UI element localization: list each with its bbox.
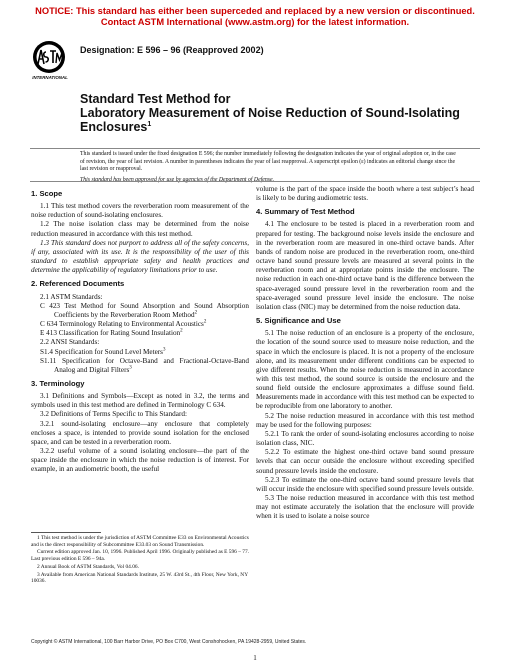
para-1-2: 1.2 The noise isolation class may be determined from the noise reduction measured in accordance with this test method. bbox=[31, 220, 249, 238]
footnote-3: 3 Available from American National Standards Institute, 25 W. 43rd St., 4th Floor, New York, NY 10036. bbox=[31, 571, 248, 585]
intro-rule-bottom bbox=[30, 181, 480, 182]
right-column bbox=[256, 185, 474, 521]
ref-s1-11: S1.11 Specification for Octave-Band and Fractional-Octave-Band Analog and Digital Filters$^3$ bbox=[40, 356, 249, 374]
title-line2: Laboratory Measurement of Noise Reduction of Sound-Isolating Enclosures bbox=[80, 106, 460, 134]
ref-e413: E 413 Classification for Rating Sound Insulation$^2$ bbox=[40, 328, 183, 338]
para-2-1: 2.1 ASTM Standards: bbox=[40, 292, 103, 301]
section-heading-scope: 1. Scope bbox=[31, 189, 63, 198]
section-heading-significance: 5. Significance and Use bbox=[256, 316, 341, 326]
ref-c634: C 634 Terminology Relating to Environmental Acoustics$^2$ bbox=[40, 319, 207, 329]
footnote-1-edition: Current edition approved Jan. 10, 1996. Published April 1996. Originally published as E 596 – 77. Last previous edition E 596 – 94a. bbox=[31, 549, 250, 563]
para-4-1: 4.1 The enclosure to be tested is placed in a reverberation room and prepared for testing. The background noise levels inside the enclosure and in the reverberation room are measured in one-third octave bands. After bands of random noise are produced in the reverberation room, one-third octave band sound pressure levels are measured at several points in the reverberation room and at appropriate points inside the enclosure. The noise reduction in each one-third octave band is the difference between the space-averaged sound pressure level in the reverberation room and the space-averaged sound pressure level inside the enclosure. The noise isolation class (NIC) may be determined from the noise reduction data. bbox=[256, 220, 474, 311]
para-3-1: 3.1 Definitions and Symbols—Except as noted in 3.2, the terms and symbols used in this test method are defined in Terminology C 634. bbox=[31, 392, 249, 410]
astm-logo bbox=[30, 40, 68, 84]
para-5-2-3: 5.2.3 To estimate the one-third octave band sound pressure levels that will occur inside the enclosure with specified sound pressure levels outside. bbox=[256, 475, 474, 493]
document-title bbox=[80, 92, 460, 134]
designation: Designation: E 596 – 96 (Reapproved 2002) bbox=[80, 45, 264, 55]
left-column bbox=[31, 185, 249, 475]
title-line1: Standard Test Method for bbox=[80, 92, 231, 106]
para-5-1: 5.1 The noise reduction of an enclosure is a property of the enclosure, the location of the sound source used to measure noise reduction, and the space in which the enclosure is placed. It is not a property of the enclosure alone, and its measurement under different conditions can be expected to give different results. When the noise reduction is measured in accordance with this test method, the sound source is outside the enclosure and the sound field outside the enclosure approximates a diffuse sound field. Measurements made in accordance with this test method can be expected to be reproducible from one laboratory to another. bbox=[256, 329, 474, 411]
dod-approval-note: This standard has been approved for use by agencies of the Department of Defense. bbox=[80, 177, 275, 183]
ref-c423: C 423 Test Method for Sound Absorption and Sound Absorption Coefficients by the Reverberation Room Method$^2$ bbox=[40, 301, 249, 319]
supersede-notice-line2: Contact ASTM International (www.astm.org) for the latest information. bbox=[100, 17, 410, 27]
title-footnote-ref: 1 bbox=[147, 120, 152, 128]
para-3-2-2: 3.2.2 useful volume of a sound isolating enclosure—the part of the space inside the enclosure in which the noise reduction is of interest. For example, in an audiometric booth, the useful bbox=[31, 447, 249, 474]
footnote-2: 2 Annual Book of ASTM Standards, Vol 04.06. bbox=[37, 563, 139, 570]
ref-s1-4: S1.4 Specification for Sound Level Meters$^3$ bbox=[40, 347, 166, 356]
para-5-2: 5.2 The noise reduction measured in accordance with this test method may be used for the following purposes: bbox=[256, 411, 474, 429]
para-1-1: 1.1 This test method covers the reverberation room measurement of the noise reduction of sound-isolating enclosures. bbox=[31, 202, 249, 220]
section-heading-referenced-documents: 2. Referenced Documents bbox=[31, 279, 125, 289]
para-1-3: 1.3 This standard does not purport to address all of the safety concerns, if any, associated with its use. It is the responsibility of the user of this standard to establish appropriate safety and health practices and determine the applicability of regulatory limitations prior to use. bbox=[31, 238, 249, 275]
section-heading-summary: 4. Summary of Test Method bbox=[256, 207, 355, 217]
para-3-2: 3.2 Definitions of Terms Specific to This Standard: bbox=[40, 410, 187, 419]
issuance-note: This standard is issued under the fixed designation E 596; the number immediately following the designation indicates the year of original adoption or, in the case of revision, the year of last revision. A number in parentheses indicates the year of last reapproval. A superscript epsilon (ε) indicates an editorial change since the last revision or reapproval. bbox=[80, 151, 456, 173]
intro-rule-top bbox=[30, 148, 480, 149]
para-5-2-2: 5.2.2 To estimate the highest one-third octave band sound pressure levels that can occur outside the enclosure without exceeding specified sound pressure levels inside the enclosure. bbox=[256, 448, 474, 475]
para-3-2-1: 3.2.1 sound-isolating enclosure—any enclosure that completely encloses a space, is intended to provide sound isolation for the enclosed space, and can be tested in a reverberation room. bbox=[31, 419, 249, 446]
copyright-line: Copyright © ASTM International, 100 Barr Harbor Drive, PO Box C700, West Conshohocken, PA 19428-2959, United States. bbox=[31, 639, 307, 645]
footnote-rule bbox=[31, 532, 101, 533]
page-number: 1 bbox=[253, 654, 257, 662]
para-5-2-1: 5.2.1 To rank the order of sound-isolating enclosures according to noise isolation class, NIC. bbox=[256, 429, 474, 448]
supersede-notice-line1: NOTICE: This standard has either been superceded and replaced by a new version or discontinued. bbox=[35, 6, 475, 16]
logo-caption: INTERNATIONAL bbox=[32, 75, 68, 80]
para-5-3: 5.3 The noise reduction measured in accordance with this test method may not estimate accurately the isolation that the enclosure will provide when it is used to isolate a noise source bbox=[256, 494, 474, 521]
para-3-2-2-continued: volume is the part of the space inside the booth where a test subject’s head is likely to be during audiometric tests. bbox=[256, 185, 474, 203]
section-heading-terminology: 3. Terminology bbox=[31, 378, 85, 388]
para-2-2: 2.2 ANSI Standards: bbox=[40, 338, 100, 347]
footnote-1: 1 This test method is under the jurisdiction of ASTM Committee E33 on Environmental Acoustics and is the direct responsibility of Subcommittee E33.03 on Sound Transmission. bbox=[31, 535, 249, 548]
footnotes bbox=[31, 535, 249, 586]
